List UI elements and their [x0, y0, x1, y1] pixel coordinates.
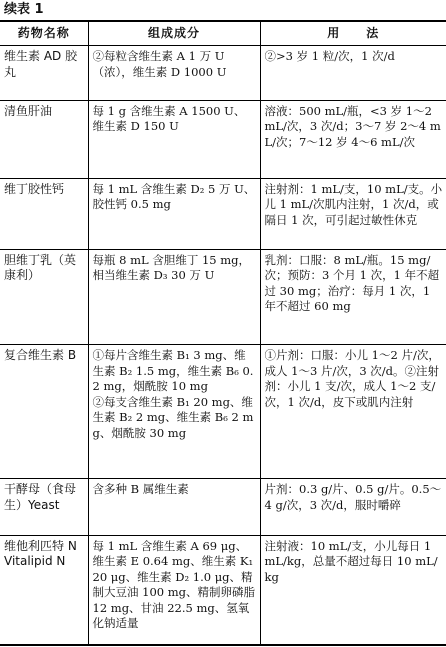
composition-cell — [88, 178, 260, 249]
usage-text: 注射剂：1 mL/支，10 mL/支。小儿 1 mL/次肌内注射，1 次/d，或隔日 1 次，可引起过敏性休克 — [264, 181, 443, 227]
usage-cell — [260, 178, 446, 249]
table-header-row — [0, 21, 446, 46]
usage-text: 乳剂：口服：8 mL/瓶。15 mg/次；预防：3 个月 1 次，1 年不超过 30 mg；治疗：每月 1 次，1 年不超过 60 mg — [264, 252, 440, 314]
drug-name: 维生素 AD 胶丸 — [0, 46, 88, 101]
usage-cell — [260, 535, 446, 645]
table-row — [0, 46, 446, 101]
usage-text: 溶液：500 mL/瓶，<3 岁 1～2 mL/次，3 次/d；3～7 岁 2～4 mL/次；7～12 岁 4～6 mL/次 — [264, 103, 441, 149]
composition-text: 每 1 mL 含维生素 D₂ 5 万 U、胶性钙 0.5 mg — [92, 181, 256, 212]
composition-text: 含多种 B 属维生素 — [92, 482, 189, 497]
composition-cell — [88, 249, 260, 344]
usage-text: ②>3 岁 1 粒/次，1 次/d — [264, 49, 395, 63]
drug-name: 维他利匹特 N Vitalipid N — [0, 535, 88, 645]
drug-name: 干酵母（食母生）Yeast — [0, 479, 88, 536]
usage-cell — [260, 46, 446, 101]
header-composition: 组成成分 — [88, 21, 260, 46]
table-caption: 续表 1 — [4, 2, 44, 17]
table-row — [0, 249, 446, 344]
header-drug-name: 药物名称 — [0, 21, 88, 46]
usage-cell — [260, 249, 446, 344]
table-row — [0, 535, 446, 645]
usage-cell — [260, 479, 446, 536]
header-usage: 用 法 — [260, 21, 446, 46]
composition-text: 每 1 g 含维生素 A 1500 U、维生素 D 150 U — [92, 103, 246, 134]
usage-text: 片剂：0.3 g/片、0.5 g/片。0.5～4 g/次，3 次/d，服时嚼碎 — [264, 482, 442, 512]
composition-cell — [88, 46, 260, 101]
composition-text: 每瓶 8 mL 含胆维丁 15 mg，相当维生素 D₃ 30 万 U — [92, 252, 251, 283]
composition-cell — [88, 479, 260, 536]
table-row — [0, 345, 446, 479]
composition-cell — [88, 100, 260, 178]
drug-name: 清鱼肝油 — [0, 100, 88, 178]
drug-name: 维丁胶性钙 — [0, 178, 88, 249]
table-row — [0, 178, 446, 249]
composition-text: ②每粒含维生素 A 1 万 U（浓），维生素 D 1000 U — [92, 49, 227, 79]
composition-text: ②每支含维生素 B₁ 20 mg、维生素 B₂ 2 mg、维生素 B₆ 2 mg、烟酰胺 30 mg — [92, 394, 254, 440]
table-row — [0, 100, 446, 178]
drug-table — [0, 20, 446, 646]
composition-text: ①每片含维生素 B₁ 3 mg、维生素 B₂ 1.5 mg，维生素 B₆ 0.2 mg，烟酰胺 10 mg — [92, 348, 254, 394]
composition-text: 每 1 mL 含维生素 A 69 μg、维生素 E 0.64 mg、维生素 K₁ 20 μg、维生素 D₂ 1.0 μg、精制大豆油 100 mg、精制卵磷脂 12 mg、甘油 22.5 mg、氢氧化钠适量 — [92, 538, 256, 631]
table-row — [0, 479, 446, 536]
drug-name: 胆维丁乳（英康利） — [0, 249, 88, 344]
usage-text: ①片剂：口服：小儿 1～2 片/次，成人 1～3 片/次，3 次/d。②注射剂：小儿 1 支/次，成人 1～2 支/次，1 次/d，皮下或肌内注射 — [264, 348, 440, 409]
usage-cell — [260, 100, 446, 178]
drug-name: 复合维生素 B — [0, 345, 88, 479]
composition-cell — [88, 535, 260, 645]
usage-text: 注射液：10 mL/支，小儿每日 1 mL/kg，总量不超过每日 10 mL/kg — [264, 538, 438, 584]
usage-cell — [260, 345, 446, 479]
composition-cell — [88, 345, 260, 479]
